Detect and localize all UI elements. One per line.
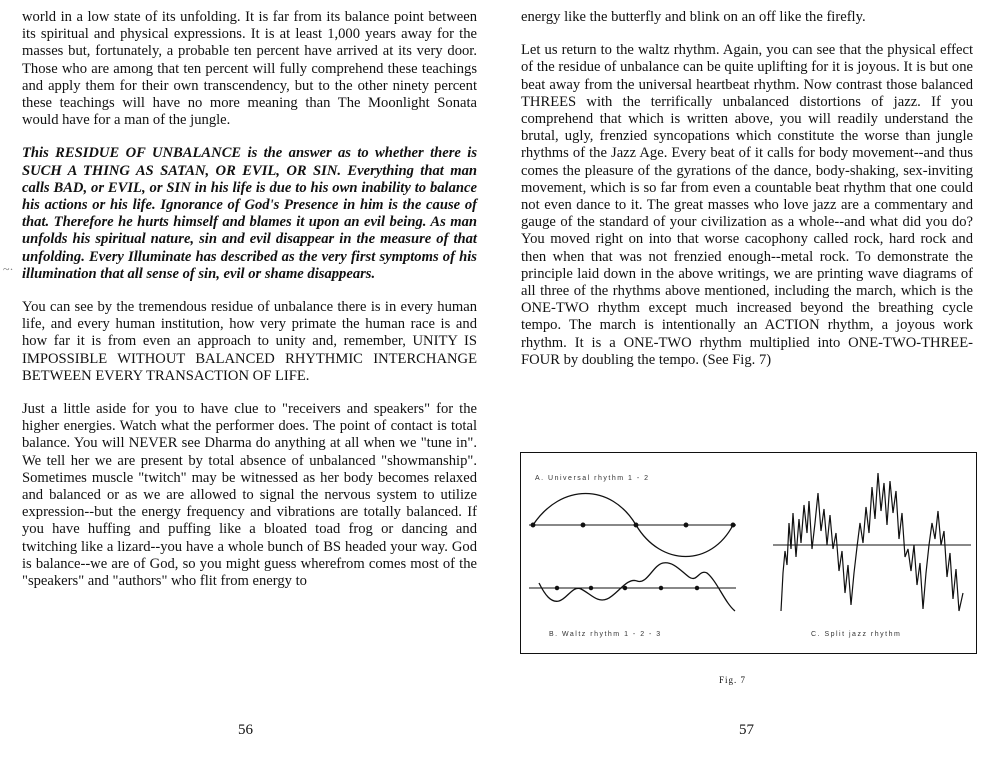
page-number: 57 — [739, 722, 754, 738]
right-text-column — [521, 9, 973, 385]
rhythm-wave-diagram — [520, 452, 977, 654]
figure-caption: Fig. 7 — [719, 675, 747, 685]
label-jazz-rhythm: C. Split jazz rhythm — [811, 631, 902, 638]
waltz-rhythm-wave — [529, 563, 736, 611]
label-waltz-rhythm: B. Waltz rhythm 1 - 2 - 3 — [549, 631, 662, 638]
paragraph: world in a low state of its unfolding. It is far from its balance point between its spiritual and physical expressions. It is at least 1,000 years away for the masses but, fortunately, a probable ten percent have arrived at its very door. Those who are among that ten percent will fully comprehend these teachings and apply them for their own transcendency, but to the other ninety percent these teachings will have no more meaning than The Moonlight Sonata would have for a man of the jungle. — [22, 9, 477, 129]
left-text-column — [22, 9, 477, 606]
wave-plots — [521, 453, 976, 653]
paragraph: energy like the butterfly and blink on an off like the firefly. — [521, 9, 866, 25]
paragraph: Let us return to the waltz rhythm. Again, you can see that the physical effect of the residue of unbalance can be quite uplifting for it is joyous. It is but one beat away from the universal heartbeat rhythm. Now contrast those balanced THREES with the terrifically unbalanced distortions of jazz. If you comprehend that which is written above, you will readily understand the brutal, ugly, frenzied syncopations which constitute the worse than jungle rhythms of the Jazz Age. Every beat of it calls for body movement--and thus comes the pleasure of the gyrations of the dance, body-shaking, sex-inviting movement, which is so far from even a countable beat rhythm that one could not even dance to it. The great masses who love jazz are a commentary and gauge of the standard of your civilization as a whole--and what did you do? You moved right on into that worse cacophony called rock, hard rock and then when that was not frenzied enough--metal rock. To demonstrate the principle laid down in the above writings, we are printing wave diagrams of all three of the rhythms above mentioned, including the march, which is the ONE-TWO rhythm except much increased beyond the breathing cycle tempo. The march is intentionally an ACTION rhythm, a joyous work rhythm. It is a ONE-TWO rhythm multiplied into ONE-TWO-THREE-FOUR by doubling the tempo. (See Fig. 7) — [521, 42, 973, 368]
label-universal-rhythm: A. Universal rhythm 1 - 2 — [535, 475, 650, 482]
paragraph: You can see by the tremendous residue of unbalance there is in every human life, and every human institution, how very primate the human race is and how far it is from even an approach to unity and, remember, UNITY IS IMPOSSIBLE WITHOUT BALANCED RHYTHMIC INTERCHANGE BETWEEN EVERY TRANSACTION OF LIFE. — [22, 299, 477, 384]
paragraph: Just a little aside for you to have clue to "receivers and speakers" for the higher energies. Watch what the performer does. The point of contact is total balance. You will NEVER see Dharma do anything at all when we "tune in". We tell her we are present by total absence of unbalanced "showmanship". Sometimes muscle "twitch" may be witnessed as her body becomes relaxed and balanced or as we are allowed to signal the nervous system to utilize expression--but the energy frequency and vibrations are totally balanced. If you have huffing and puffing like a bloated toad frog or dancing and twitching like a lizard--you have a whole bunch of BS headed your way. God is balance--we are of God, so you might guess wherefrom comes most of the "speakers" and "authors" who flit from energy to — [22, 401, 477, 590]
universal-rhythm-wave — [529, 494, 736, 557]
page-number: 56 — [238, 722, 253, 738]
emphasized-paragraph: This RESIDUE OF UNBALANCE is the answer as to whether there is SUCH A THING AS SATAN, OR EVIL, OR SIN. Everything that man calls BAD, or EVIL, or SIN in his life is due to his own inability to balance his actions or his life. Ignorance of God's Presence in him is the cause of that. Therefore he hurts himself and blames it upon an evil being. As man unfolds his spiritual nature, sin and evil disappear in the measure of that unfolding. Every Illuminate has described as the very first symptoms of his illumination that all sense of sin, evil or shame disappears. — [22, 145, 477, 282]
margin-tick-mark: ~· — [3, 262, 14, 276]
right-page — [499, 0, 998, 759]
jazz-rhythm-wave — [773, 473, 971, 611]
